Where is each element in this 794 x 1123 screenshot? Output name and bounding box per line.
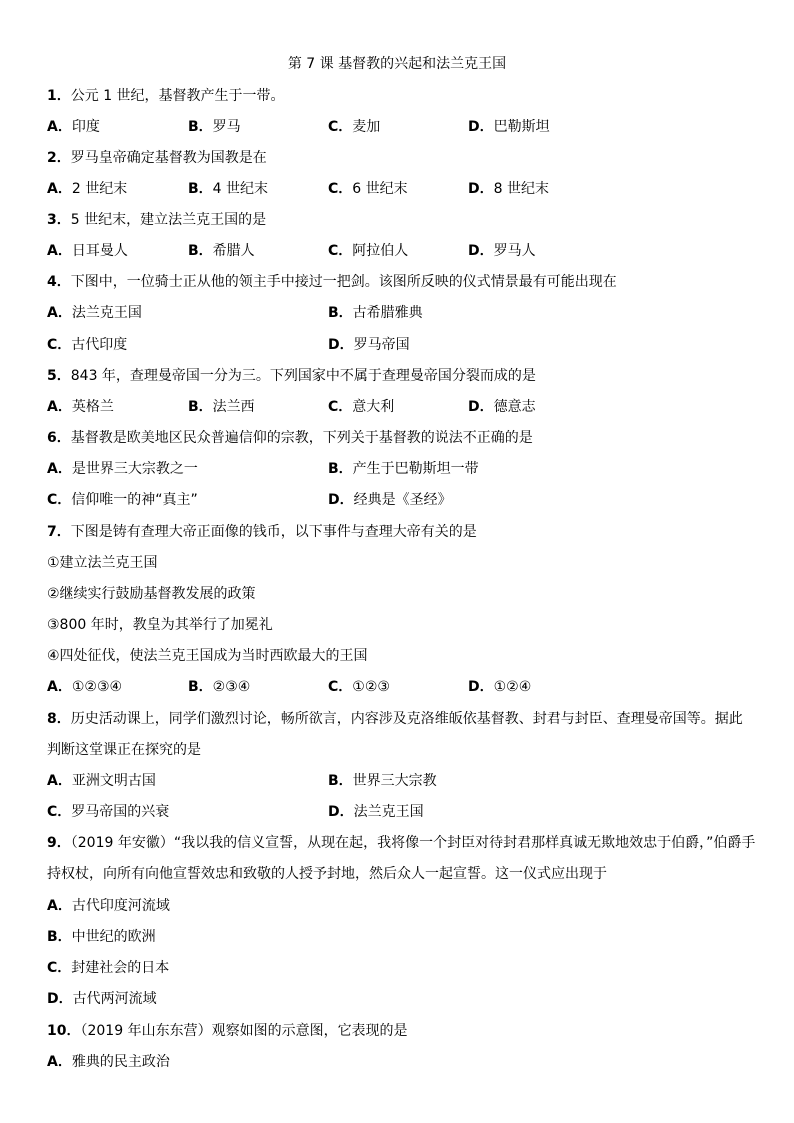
question-text: 5 世纪末，建立法兰克王国的是	[70, 212, 267, 228]
question-10	[47, 1021, 408, 1041]
option-text: 罗马帝国	[353, 337, 410, 353]
option-c	[47, 802, 169, 822]
option-key: B．	[188, 181, 213, 197]
option-text: 8 世纪末	[493, 181, 549, 197]
option-a	[47, 459, 198, 479]
option-text: 2 世纪末	[71, 181, 128, 197]
option-a	[47, 117, 100, 137]
option-text: ①②③④	[71, 679, 123, 695]
statement-4: ④四处征伐，使法兰克王国成为当时西欧最大的王国	[47, 648, 368, 664]
question-5	[47, 366, 536, 386]
question-8	[47, 709, 743, 729]
option-text: 麦加	[352, 119, 381, 135]
option-key: C．	[328, 679, 353, 695]
option-b	[188, 241, 255, 261]
option-text: 巴勒斯坦	[493, 119, 550, 135]
option-a	[47, 303, 142, 323]
option-key: A．	[47, 181, 72, 197]
option-key: C．	[47, 960, 72, 976]
option-key: C．	[328, 181, 353, 197]
option-c	[328, 677, 390, 697]
question-number: 9．	[47, 835, 71, 851]
question-text: 843 年，查理曼帝国一分为三。下列国家中不属于查理曼帝国分裂而成的是	[70, 368, 536, 384]
option-key: B．	[328, 773, 353, 789]
option-text: 信仰唯一的神“真主”	[71, 492, 198, 508]
option-c	[328, 241, 408, 261]
option-text: 英格兰	[71, 399, 114, 415]
option-text: 罗马帝国的兴衰	[71, 804, 170, 820]
option-b	[188, 677, 250, 697]
option-text: ②③④	[212, 679, 251, 695]
option-text: 希腊人	[212, 243, 255, 259]
option-text: ①②④	[493, 679, 532, 695]
option-text: 阿拉伯人	[352, 243, 409, 259]
option-key: A．	[47, 1054, 72, 1070]
option-text: 法兰西	[212, 399, 255, 415]
option-text: 经典是《圣经》	[353, 492, 452, 508]
question-text: 下图中，一位骑士正从他的领主手中接过一把剑。该图所反映的仪式情景最有可能出现在	[70, 274, 617, 290]
option-key: A．	[47, 119, 72, 135]
statement-2: ②继续实行鼓励基督教发展的政策	[47, 586, 256, 602]
option-key: C．	[328, 243, 353, 259]
option-b	[328, 459, 479, 479]
option-key: A．	[47, 898, 72, 914]
option-b	[188, 117, 241, 137]
question-number: 10．	[47, 1023, 81, 1039]
statement-3: ③800 年时，教皇为其举行了加冕礼	[47, 617, 273, 633]
option-text: ①②③	[352, 679, 390, 695]
option-key: B．	[188, 119, 213, 135]
question-1	[47, 86, 285, 106]
option-key: A．	[47, 305, 72, 321]
option-d	[468, 241, 536, 261]
option-a	[47, 771, 156, 791]
option-text: 中世纪的欧洲	[71, 929, 156, 945]
option-key: B．	[47, 929, 72, 945]
option-a	[47, 677, 122, 697]
option-c	[47, 490, 198, 510]
option-text: 罗马	[212, 119, 241, 135]
question-number: 1．	[47, 88, 71, 104]
option-text: 产生于巴勒斯坦一带	[352, 461, 479, 477]
option-text: 罗马人	[493, 243, 536, 259]
option-c	[328, 397, 394, 417]
option-key: C．	[47, 337, 72, 353]
question-number: 6．	[47, 430, 71, 446]
option-key: C．	[47, 492, 72, 508]
option-d	[47, 989, 157, 1009]
option-key: A．	[47, 461, 72, 477]
option-text: 古希腊雅典	[352, 305, 423, 321]
question-text: 基督教是欧美地区民众普遍信仰的宗教，下列关于基督教的说法不正确的是	[70, 430, 533, 446]
option-key: D．	[468, 181, 494, 197]
question-3	[47, 210, 266, 230]
question-number: 3．	[47, 212, 71, 228]
option-text: 法兰克王国	[71, 305, 142, 321]
option-c	[328, 117, 380, 137]
option-a	[47, 179, 127, 199]
option-text: 古代印度	[71, 337, 128, 353]
question-9-cont: 持权杖，向所有向他宣誓效忠和致敬的人授予封地，然后众人一起宣誓。这一仪式应出现于	[47, 866, 607, 882]
option-key: C．	[328, 119, 353, 135]
option-key: C．	[47, 804, 72, 820]
option-text: 封建社会的日本	[71, 960, 170, 976]
question-text: 历史活动课上，同学们激烈讨论，畅所欲言，内容涉及克洛维皈依基督教、封君与封臣、查理曼帝国等。据此	[70, 711, 743, 727]
question-6	[47, 428, 533, 448]
option-text: 是世界三大宗教之一	[71, 461, 198, 477]
option-d	[468, 397, 536, 417]
option-key: B．	[328, 461, 353, 477]
option-key: D．	[328, 492, 354, 508]
option-key: D．	[468, 679, 494, 695]
option-b	[188, 397, 255, 417]
question-number: 8．	[47, 711, 71, 727]
question-2	[47, 148, 267, 168]
option-key: A．	[47, 243, 72, 259]
option-text: 意大利	[352, 399, 395, 415]
option-key: B．	[188, 243, 213, 259]
option-b	[328, 303, 423, 323]
question-4	[47, 272, 617, 292]
option-text: 印度	[71, 119, 100, 135]
question-text: （2019 年安徽）“我以我的信义宣誓，从现在起，我将像一个封臣对待封君那样真诚无欺地效忠于伯爵，”伯爵手	[70, 835, 756, 851]
option-key: D．	[468, 243, 494, 259]
question-number: 7．	[47, 524, 71, 540]
option-text: 法兰克王国	[353, 804, 424, 820]
option-a	[47, 397, 114, 417]
option-b	[328, 771, 437, 791]
option-a	[47, 896, 170, 916]
question-number: 2．	[47, 150, 71, 166]
option-text: 日耳曼人	[71, 243, 128, 259]
option-d	[468, 179, 549, 199]
option-key: A．	[47, 773, 72, 789]
option-text: 古代印度河流域	[71, 898, 170, 914]
option-c	[47, 335, 127, 355]
option-text: 德意志	[493, 399, 536, 415]
option-key: D．	[468, 119, 494, 135]
question-text: （2019 年山东东营）观察如图的示意图，它表现的是	[80, 1023, 408, 1039]
option-text: 世界三大宗教	[352, 773, 437, 789]
question-number: 5．	[47, 368, 71, 384]
question-text: 下图是铸有查理大帝正面像的钱币，以下事件与查理大帝有关的是	[70, 524, 477, 540]
option-a	[47, 1052, 170, 1072]
question-8-cont: 判断这堂课正在探究的是	[47, 742, 201, 758]
option-b	[47, 927, 156, 947]
question-7	[47, 522, 477, 542]
option-text: 亚洲文明古国	[71, 773, 156, 789]
option-c	[328, 179, 408, 199]
option-text: 6 世纪末	[352, 181, 408, 197]
statement-1: ①建立法兰克王国	[47, 555, 158, 571]
option-key: D．	[468, 399, 494, 415]
option-d	[328, 335, 410, 355]
option-key: A．	[47, 679, 72, 695]
option-d	[468, 117, 550, 137]
option-key: D．	[328, 804, 354, 820]
question-text: 公元 1 世纪，基督教产生于一带。	[70, 88, 285, 104]
option-c	[47, 958, 169, 978]
question-text: 罗马皇帝确定基督教为国教是在	[70, 150, 267, 166]
option-d	[328, 802, 424, 822]
option-key: D．	[328, 337, 354, 353]
option-a	[47, 241, 128, 261]
question-9	[47, 833, 755, 853]
option-key: B．	[328, 305, 353, 321]
option-key: C．	[328, 399, 353, 415]
option-d	[328, 490, 452, 510]
option-key: B．	[188, 399, 213, 415]
question-number: 4．	[47, 274, 71, 290]
option-key: B．	[188, 679, 213, 695]
option-b	[188, 179, 268, 199]
option-text: 4 世纪末	[212, 181, 269, 197]
option-text: 雅典的民主政治	[71, 1054, 170, 1070]
page-title: 第 7 课 基督教的兴起和法兰克王国	[287, 56, 507, 72]
option-d	[468, 677, 531, 697]
option-key: D．	[47, 991, 73, 1007]
option-key: A．	[47, 399, 72, 415]
option-text: 古代两河流域	[72, 991, 157, 1007]
